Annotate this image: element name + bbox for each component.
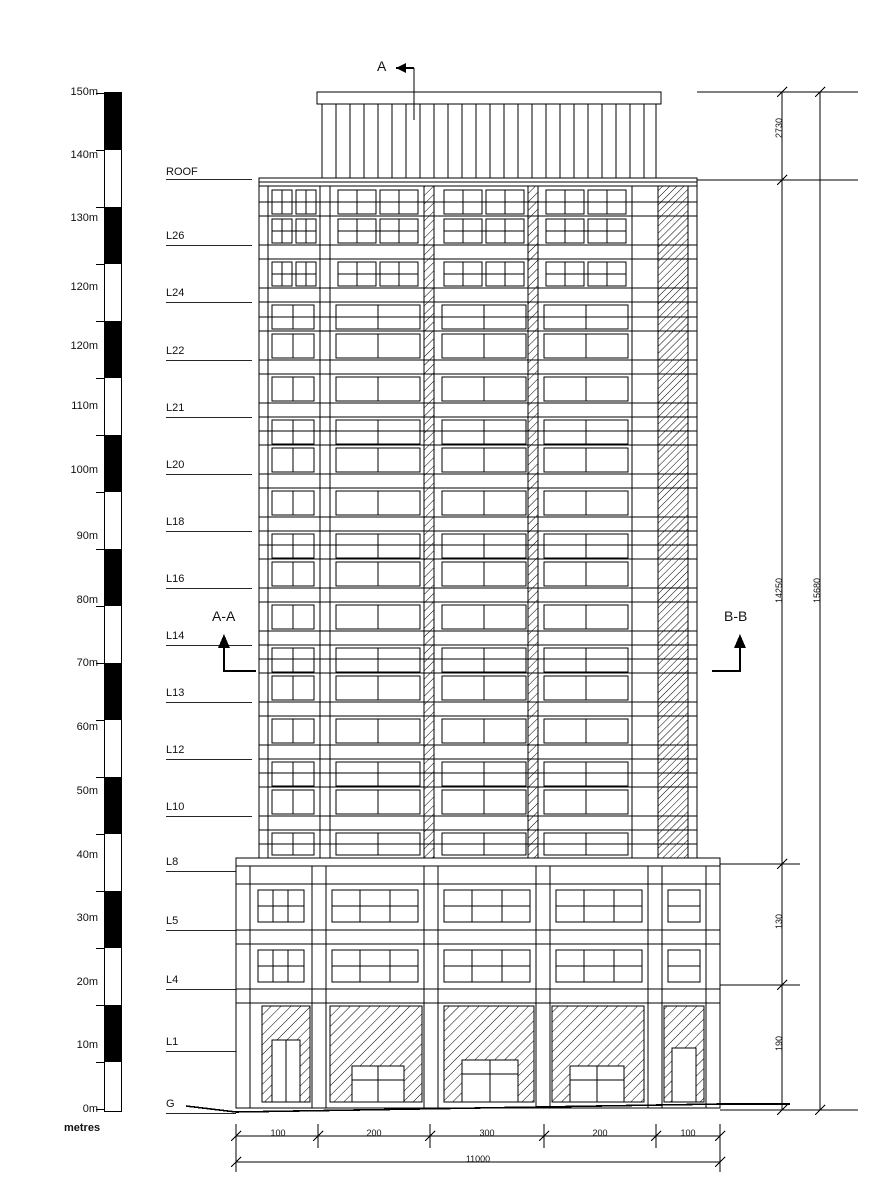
level-label-l20: L20 — [166, 459, 185, 471]
scale-tick-label: 120m — [70, 340, 98, 352]
level-label-g: G — [166, 1098, 175, 1110]
bottom-dimension-segment: 200 — [366, 1128, 382, 1138]
scale-tick-label: 70m — [76, 657, 98, 669]
scale-tick-label: 50m — [76, 785, 98, 797]
level-label-l16: L16 — [166, 573, 185, 585]
level-label-l26: L26 — [166, 230, 185, 242]
scale-tick-label: 150m — [70, 86, 98, 98]
level-label-l22: L22 — [166, 345, 185, 357]
level-label-l8: L8 — [166, 856, 179, 868]
dimension-130: 130 — [774, 914, 784, 930]
scale-tick-label: 130m — [70, 212, 98, 224]
dimension-190: 190 — [774, 1036, 784, 1052]
level-label-l14: L14 — [166, 630, 185, 642]
bottom-dimension-segment: 100 — [680, 1128, 696, 1138]
scale-tick-label: 140m — [70, 149, 98, 161]
scale-tick-label: 10m — [76, 1039, 98, 1051]
level-label-l4: L4 — [166, 974, 179, 986]
scale-tick-label: 30m — [76, 912, 98, 924]
scale-tick-label: 100m — [70, 464, 98, 476]
level-label-l21: L21 — [166, 402, 185, 414]
scale-units-label: metres — [64, 1122, 101, 1134]
level-label-l1: L1 — [166, 1036, 179, 1048]
scale-tick-label: 110m — [71, 400, 98, 412]
dimension-14250: 14250 — [774, 578, 784, 604]
scale-tick-label: 60m — [76, 721, 98, 733]
bottom-dimension-segment: 100 — [270, 1128, 286, 1138]
scale-tick-label: 20m — [76, 976, 98, 988]
scale-tick-label: 40m — [76, 849, 98, 861]
level-label-l10: L10 — [166, 801, 185, 813]
bottom-dimension-overall: 11000 — [465, 1154, 491, 1164]
level-label-l24: L24 — [166, 287, 185, 299]
scale-tick-label: 120m — [70, 281, 98, 293]
section-marker-aa-label: A-A — [212, 608, 236, 624]
section-marker-a-label: A — [377, 58, 387, 74]
level-label-l12: L12 — [166, 744, 185, 756]
level-label-roof: ROOF — [166, 166, 198, 178]
dimension-15680: 15680 — [812, 578, 822, 604]
level-label-l5: L5 — [166, 915, 179, 927]
scale-tick-label: 90m — [76, 530, 98, 542]
bottom-dimension-segment: 200 — [592, 1128, 608, 1138]
bottom-dimension-segment: 300 — [479, 1128, 495, 1138]
scale-tick-label: 80m — [76, 594, 98, 606]
level-label-l13: L13 — [166, 687, 185, 699]
section-marker-bb-label: B-B — [724, 608, 748, 624]
dimension-2730: 2730 — [774, 118, 784, 139]
scale-tick-label: 0m — [82, 1103, 98, 1115]
level-label-l18: L18 — [166, 516, 185, 528]
